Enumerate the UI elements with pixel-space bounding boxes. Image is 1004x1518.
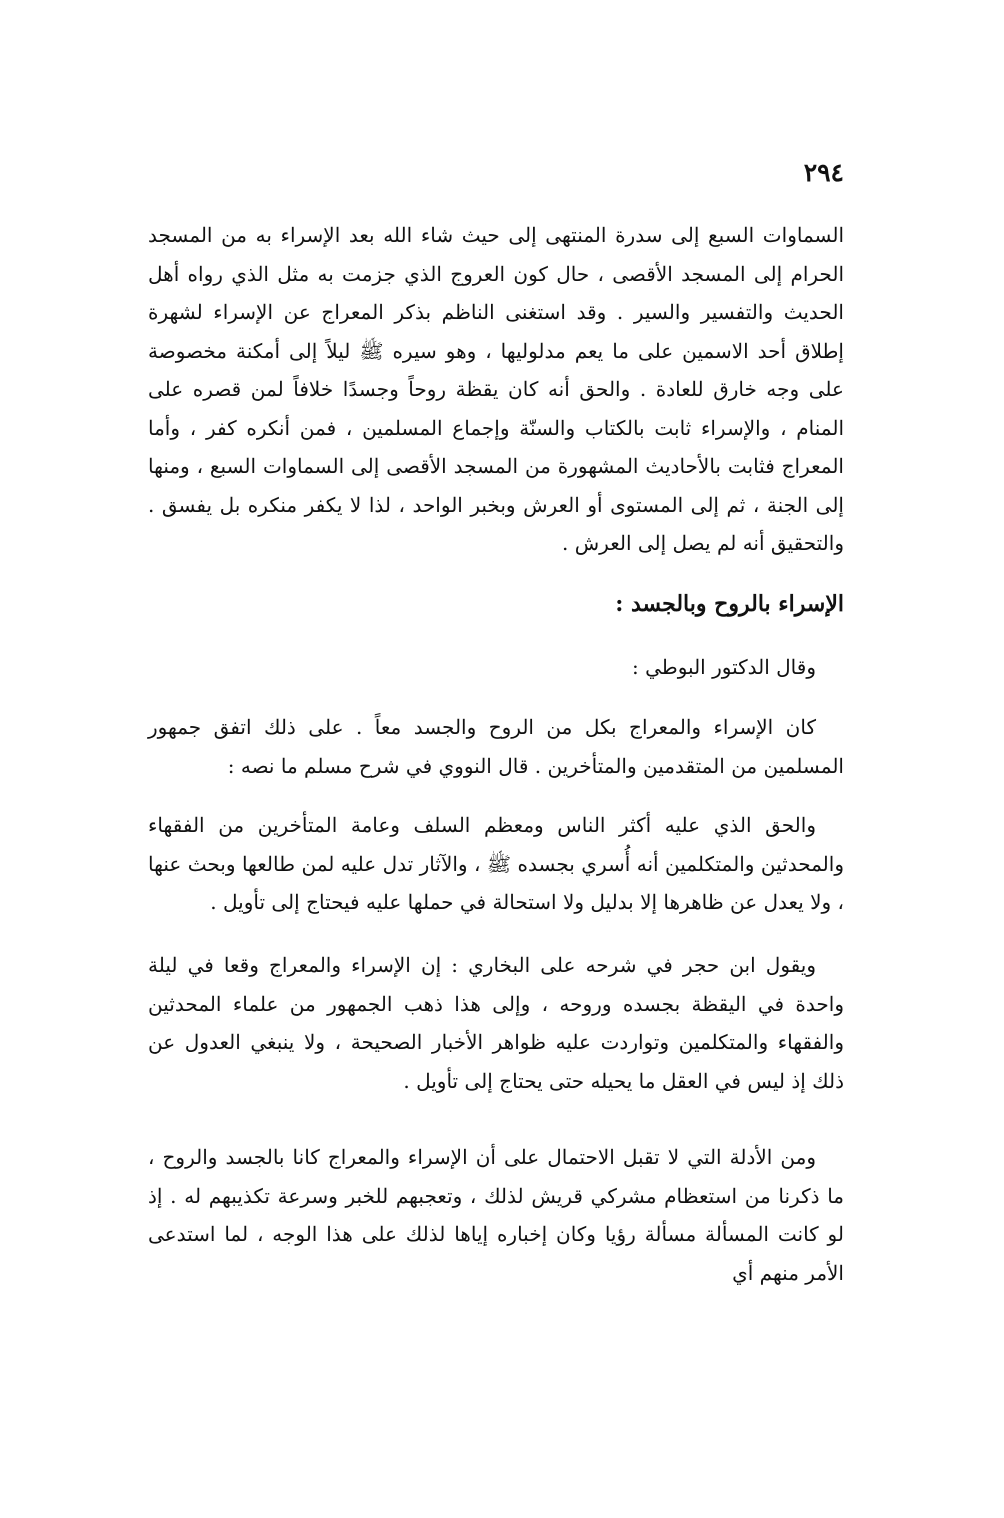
evidence-paragraph — [148, 1138, 844, 1292]
intro-paragraph-text: السماوات السبع إلى سدرة المنتهى إلى حيث شاء الله بعد الإسراء به من المسجد الحرام إلى المسجد الأقصى ، حال كون العروج الذي جزمت به مثل الذي رواه أهل الحديث والتفسير والسير . وقد استغنى الناظم بذكر المعراج عن الإسراء لشهرة إطلاق أحد الاسمين على ما يعم مدلوليها ، وهو سيره ﷺ ليلاً إلى أمكنة مخصوصة على وجه خارق للعادة . والحق أنه كان يقظة روحاً وجسدًا خلافاً لمن قصره على المنام ، والإسراء ثابت بالكتاب والسنّة وإجماع المسلمين ، فمن أنكره كفر ، وأما المعراج فثابت بالأحاديث المشهورة من المسجد الأقصى إلى السماوات السبع ، ومنها إلى الجنة ، ثم إلى المستوى أو العرش وبخبر الواحد ، لذا لا يكفر منكره بل يفسق . والتحقيق أنه لم يصل إلى العرش . — [148, 223, 844, 555]
intro-paragraph — [148, 216, 844, 563]
quote-paragraph-2-text: والحق الذي عليه أكثر الناس ومعظم السلف وعامة المتأخرين من الفقهاء والمحدثين والمتكلمين أنه أُسري بجسده ﷺ ، والآثار تدل عليه لمن طالعها وبحث عنها ، ولا يعدل عن ظاهرها إلا بدليل ولا استحالة في حملها عليه فيحتاج إلى تأويل . — [148, 813, 844, 914]
section-heading: الإسراء بالروح وبالجسد : — [615, 591, 844, 617]
quote-paragraph-2 — [148, 806, 844, 922]
evidence-paragraph-text: ومن الأدلة التي لا تقبل الاحتمال على أن الإسراء والمعراج كانا بالجسد والروح ، ما ذكرنا من استعظام مشركي قريش لذلك ، وتعجبهم للخبر وسرعة تكذيبهم له . إذ لو كانت المسألة مسألة رؤيا وكان إخباره إياها لذلك على هذا الوجه ، لما استدعى الأمر منهم أي — [148, 1145, 844, 1285]
ibn-hajar-paragraph-text: ويقول ابن حجر في شرحه على البخاري : إن الإسراء والمعراج وقعا في ليلة واحدة في اليقظة بجسده وروحه ، وإلى هذا ذهب الجمهور من علماء المحدثين والفقهاء والمتكلمين وتواردت عليه ظواهر الأخبار الصحيحة ، ولا ينبغي العدول عن ذلك إذ ليس في العقل ما يحيله حتى يحتاج إلى تأويل . — [148, 953, 844, 1093]
butis-intro-text: وقال الدكتور البوطي : — [632, 655, 816, 679]
butis-intro — [148, 648, 844, 687]
quote-paragraph-1-text: كان الإسراء والمعراج بكل من الروح والجسد معاً . على ذلك اتفق جمهور المسلمين من المتقدمين والمتأخرين . قال النووي في شرح مسلم ما نصه : — [148, 715, 844, 778]
ibn-hajar-paragraph — [148, 946, 844, 1100]
page-number: ٢٩٤ — [803, 158, 844, 187]
quote-paragraph-1 — [148, 708, 844, 785]
